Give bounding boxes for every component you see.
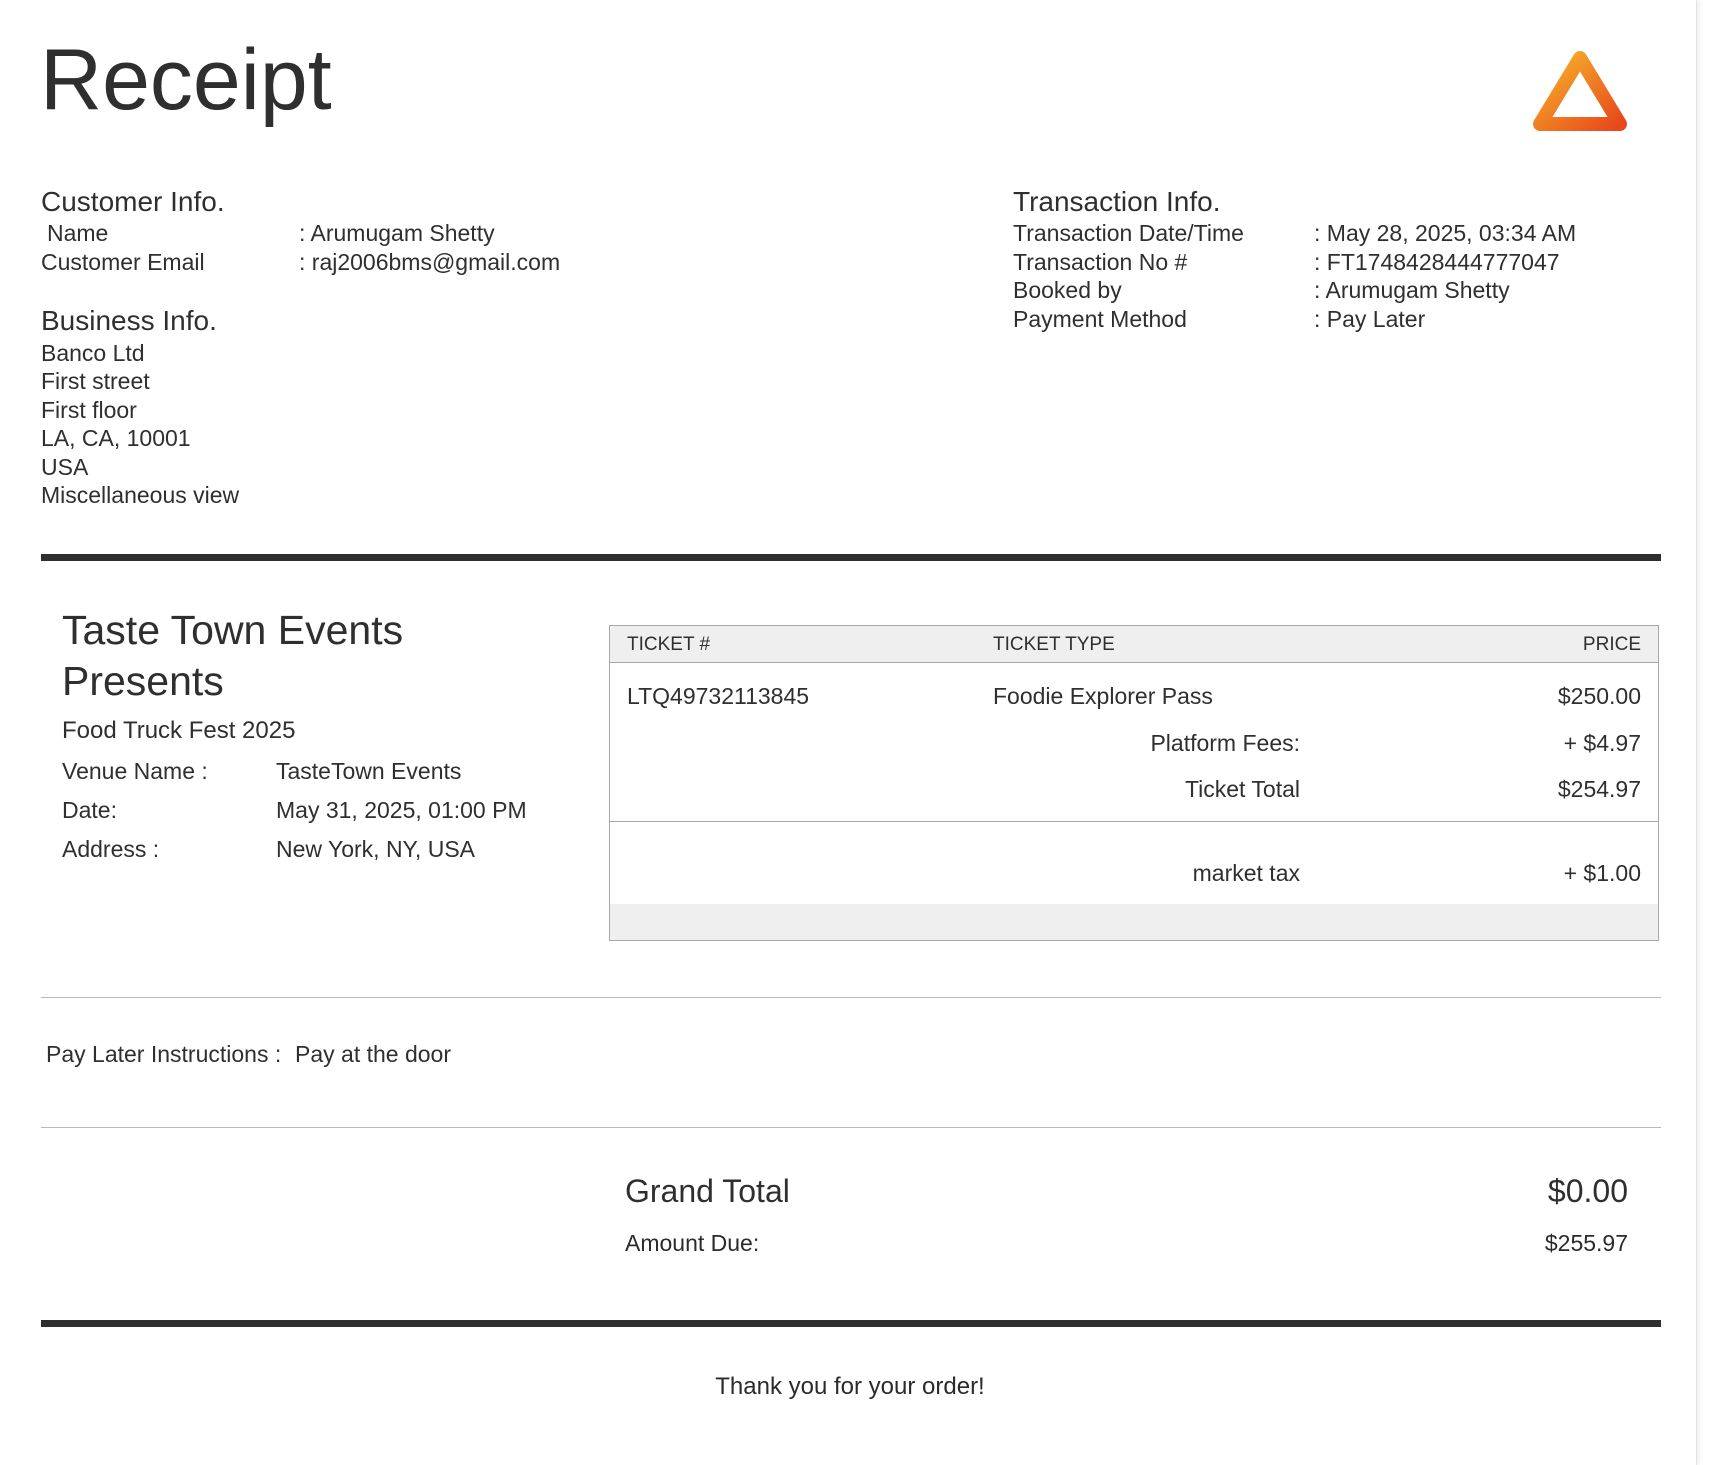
ticket-table <box>609 625 1659 941</box>
customer-email-label: Customer Email <box>41 249 205 275</box>
platform-fees-value: + $4.97 <box>1563 730 1641 756</box>
venue-value: TasteTown Events <box>276 758 462 784</box>
customer-info-title: Customer Info. <box>41 186 225 217</box>
grand-total-label: Grand Total <box>625 1173 790 1209</box>
event-organizer-title: Taste Town Events Presents <box>62 607 404 704</box>
customer-name-label: Name <box>47 220 109 246</box>
payment-method-value: : Pay Later <box>1314 306 1426 332</box>
business-line: LA, CA, 10001 <box>41 425 191 451</box>
business-line: USA <box>41 454 89 480</box>
ticket-type-header: TICKET TYPE <box>993 634 1115 655</box>
pay-later-value: Pay at the door <box>295 1041 451 1067</box>
ticket-number-header: TICKET # <box>627 634 711 655</box>
ticket-total-value: $254.97 <box>1557 776 1641 802</box>
grand-total-value: $0.00 <box>1547 1173 1628 1209</box>
market-tax-value: + $1.00 <box>1563 860 1641 886</box>
platform-fees-label: Platform Fees: <box>1150 730 1300 756</box>
section-divider <box>41 554 1661 561</box>
business-info-title: Business Info. <box>41 305 217 336</box>
pay-later-label: Pay Later Instructions : <box>46 1041 282 1067</box>
customer-email-value: : raj2006bms@gmail.com <box>299 249 561 275</box>
table-divider <box>610 821 1658 822</box>
booked-by-value: : Arumugam Shetty <box>1314 277 1510 303</box>
ticket-table-footer <box>610 904 1658 940</box>
transaction-info-title: Transaction Info. <box>1013 186 1221 217</box>
ticket-price: $250.00 <box>1557 683 1641 709</box>
customer-name-value: : Arumugam Shetty <box>299 220 495 246</box>
event-name: Food Truck Fest 2025 <box>62 717 296 744</box>
orange-triangle-logo-icon <box>1532 50 1628 134</box>
amount-due-value: $255.97 <box>1544 1230 1628 1256</box>
ticket-table-header <box>610 626 1658 663</box>
business-line: Miscellaneous view <box>41 482 240 508</box>
price-header: PRICE <box>1582 634 1641 655</box>
business-line: Banco Ltd <box>41 340 145 366</box>
market-tax-label: market tax <box>1192 860 1300 886</box>
address-label: Address : <box>62 836 160 862</box>
amount-due-label: Amount Due: <box>625 1230 760 1256</box>
section-divider <box>41 1320 1661 1327</box>
event-date-value: May 31, 2025, 01:00 PM <box>276 797 527 823</box>
event-date-label: Date: <box>62 797 117 823</box>
booked-by-label: Booked by <box>1013 277 1122 303</box>
business-line: First floor <box>41 397 137 423</box>
ticket-number: LTQ49732113845 <box>627 683 810 709</box>
venue-label: Venue Name : <box>62 758 208 784</box>
transaction-date-value: : May 28, 2025, 03:34 AM <box>1314 220 1577 246</box>
section-divider <box>41 1127 1661 1128</box>
section-divider <box>41 997 1661 998</box>
ticket-type: Foodie Explorer Pass <box>993 683 1213 709</box>
page-title: Receipt <box>40 32 332 128</box>
thank-you-message: Thank you for your order! <box>715 1373 985 1400</box>
transaction-no-label: Transaction No # <box>1013 249 1188 275</box>
address-value: New York, NY, USA <box>276 836 476 862</box>
ticket-total-label: Ticket Total <box>1184 776 1300 802</box>
transaction-date-label: Transaction Date/Time <box>1013 220 1244 246</box>
transaction-no-value: : FT1748428444777047 <box>1314 249 1560 275</box>
payment-method-label: Payment Method <box>1013 306 1187 332</box>
business-line: First street <box>41 368 150 394</box>
